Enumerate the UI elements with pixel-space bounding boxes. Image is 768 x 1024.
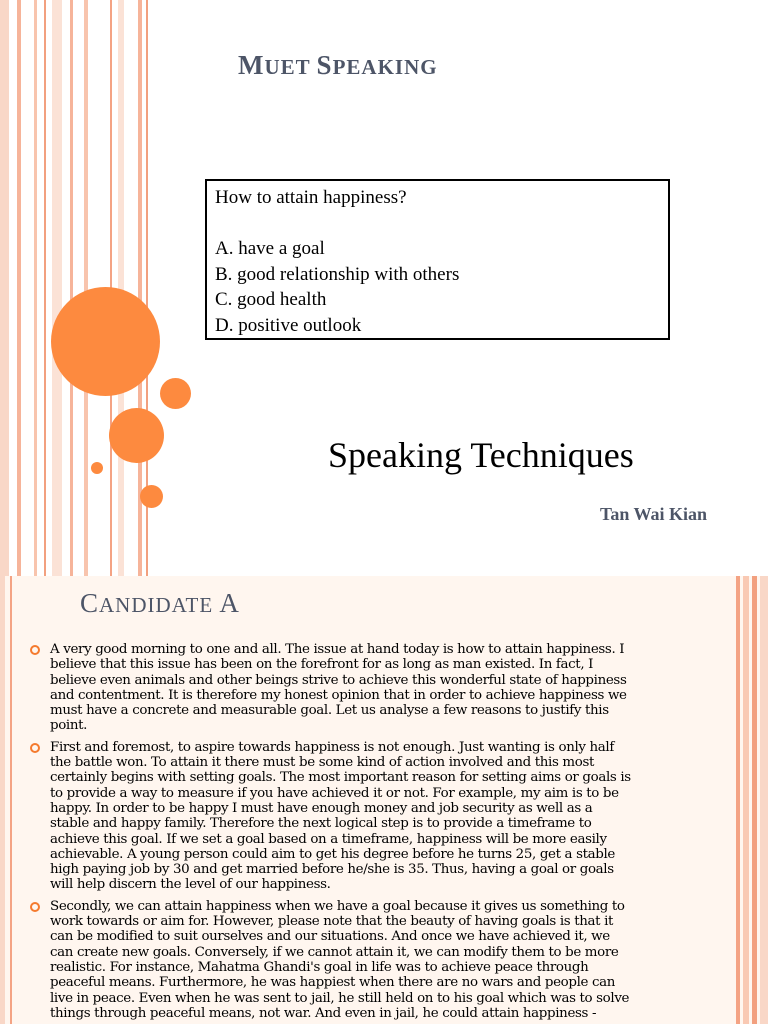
paragraph-line: peaceful means. Furthermore, he was happiest when there are no wars and people can bbox=[50, 975, 616, 991]
decorative-circle-large bbox=[51, 287, 160, 396]
bullet-list bbox=[30, 642, 720, 1024]
slide-title bbox=[80, 588, 240, 619]
paragraph-line: stable and happy family. Therefore the next logical step is to provide a timeframe to bbox=[50, 816, 592, 832]
paragraph-line: and contentment. It is therefore my honest opinion that in order to achieve happiness we bbox=[50, 687, 627, 703]
paragraph-line: things through peaceful means, not war. And even in jail, he could attain happiness - bbox=[50, 1005, 597, 1021]
paragraph-line: live in peace. Even when he was sent to jail, he still held on to his goal which was to solve bbox=[50, 990, 630, 1006]
slide-title bbox=[238, 50, 438, 81]
decorative-stripe bbox=[34, 0, 37, 576]
bullet-icon bbox=[30, 645, 40, 655]
decorative-stripe bbox=[10, 576, 12, 1024]
paragraph-line: high paying job by 30 and get married before he/she is 35. Thus, having a goal or goals bbox=[50, 862, 614, 878]
title-text: M bbox=[238, 50, 265, 80]
decorative-stripe bbox=[44, 0, 46, 576]
paragraph-line: achieve this goal. If we set a goal based on a timeframe, happiness will be more easily bbox=[50, 831, 607, 847]
decorative-stripe bbox=[52, 0, 62, 576]
decorative-stripe bbox=[760, 576, 768, 1024]
paragraph-line: the battle won. To attain it there must be some kind of action involved and this most bbox=[50, 755, 595, 771]
paragraph-line: work towards or aim for. However, please note that the beauty of having goals is that it bbox=[50, 914, 614, 930]
decorative-stripe bbox=[84, 0, 88, 576]
bullet-paragraph bbox=[30, 899, 720, 1021]
question-box bbox=[205, 179, 670, 340]
paragraph-line: can be modified to suit ourselves and our situations. And once we have achieved it, we bbox=[50, 929, 610, 945]
bullet-paragraph bbox=[30, 740, 720, 893]
paragraph-line: First and foremost, to aspire towards happiness is not enough. Just wanting is only half bbox=[50, 739, 614, 755]
question-line: C. good health bbox=[215, 289, 327, 311]
paragraph-line: believe even animals and other beings strive to achieve this wonderful state of happiness bbox=[50, 672, 627, 688]
question-line: D. positive outlook bbox=[215, 314, 362, 336]
bullet-icon bbox=[30, 743, 40, 753]
question-line bbox=[215, 211, 660, 237]
decorative-circle-medium bbox=[109, 408, 164, 463]
decorative-stripe bbox=[17, 0, 21, 576]
paragraph-line: Secondly, we can attain happiness when we have a goal because it gives us something to bbox=[50, 898, 625, 914]
paragraph-line: point. bbox=[50, 718, 88, 734]
title-text: UET bbox=[264, 55, 317, 79]
paragraph-line: must have a concrete and measurable goal. Let us analyse a few reasons to justify this bbox=[50, 703, 609, 719]
paragraph-line: believe that this issue has been on the forefront for as long as man existed. In fact, I bbox=[50, 657, 594, 673]
decorative-stripe bbox=[0, 576, 5, 1024]
title-text: PEAKING bbox=[332, 55, 438, 79]
title-text: A bbox=[219, 588, 240, 618]
paragraph-line: happy. In order to be happy I must have enough money and job security as well as a bbox=[50, 800, 593, 816]
question-line: A. have a goal bbox=[215, 238, 325, 260]
title-text: S bbox=[316, 50, 333, 80]
decorative-stripe bbox=[736, 576, 740, 1024]
paragraph-line: will help discern the level of our happiness. bbox=[50, 877, 331, 893]
decorative-stripe bbox=[752, 576, 757, 1024]
paragraph-line: realistic. For instance, Mahatma Ghandi's goal in life was to achieve peace through bbox=[50, 959, 589, 975]
decorative-stripe bbox=[0, 0, 9, 576]
slide-2 bbox=[0, 576, 768, 1024]
paragraph-line: can create new goals. Conversely, if we cannot attain it, we can modify them to be more bbox=[50, 944, 619, 960]
decorative-circle-small bbox=[140, 485, 163, 508]
paragraph-line: A very good morning to one and all. The issue at hand today is how to attain happiness. I bbox=[50, 642, 625, 657]
question-line: How to attain happiness? bbox=[215, 187, 407, 208]
title-text: C bbox=[80, 588, 100, 618]
author-name: Tan Wai Kian bbox=[600, 504, 708, 524]
question-line: B. good relationship with others bbox=[215, 263, 460, 285]
decorative-circle-small bbox=[160, 378, 191, 409]
decorative-circle-tiny bbox=[91, 462, 103, 474]
paragraph-line: to provide a way to measure if you have achieved it or not. For example, my aim is to be bbox=[50, 785, 619, 801]
slide-subtitle: Speaking Techniques bbox=[328, 435, 634, 475]
title-text: ANDIDATE bbox=[99, 593, 220, 617]
bullet-paragraph bbox=[30, 642, 720, 734]
decorative-stripe bbox=[70, 0, 73, 576]
paragraph-line: achievable. A young person could aim to get his degree before he turns 25, get a stable bbox=[50, 846, 616, 862]
paragraph-line: certainly begins with setting goals. The most important reason for setting aims or goals is bbox=[50, 770, 631, 786]
bullet-icon bbox=[30, 902, 40, 912]
decorative-stripe bbox=[743, 576, 749, 1024]
